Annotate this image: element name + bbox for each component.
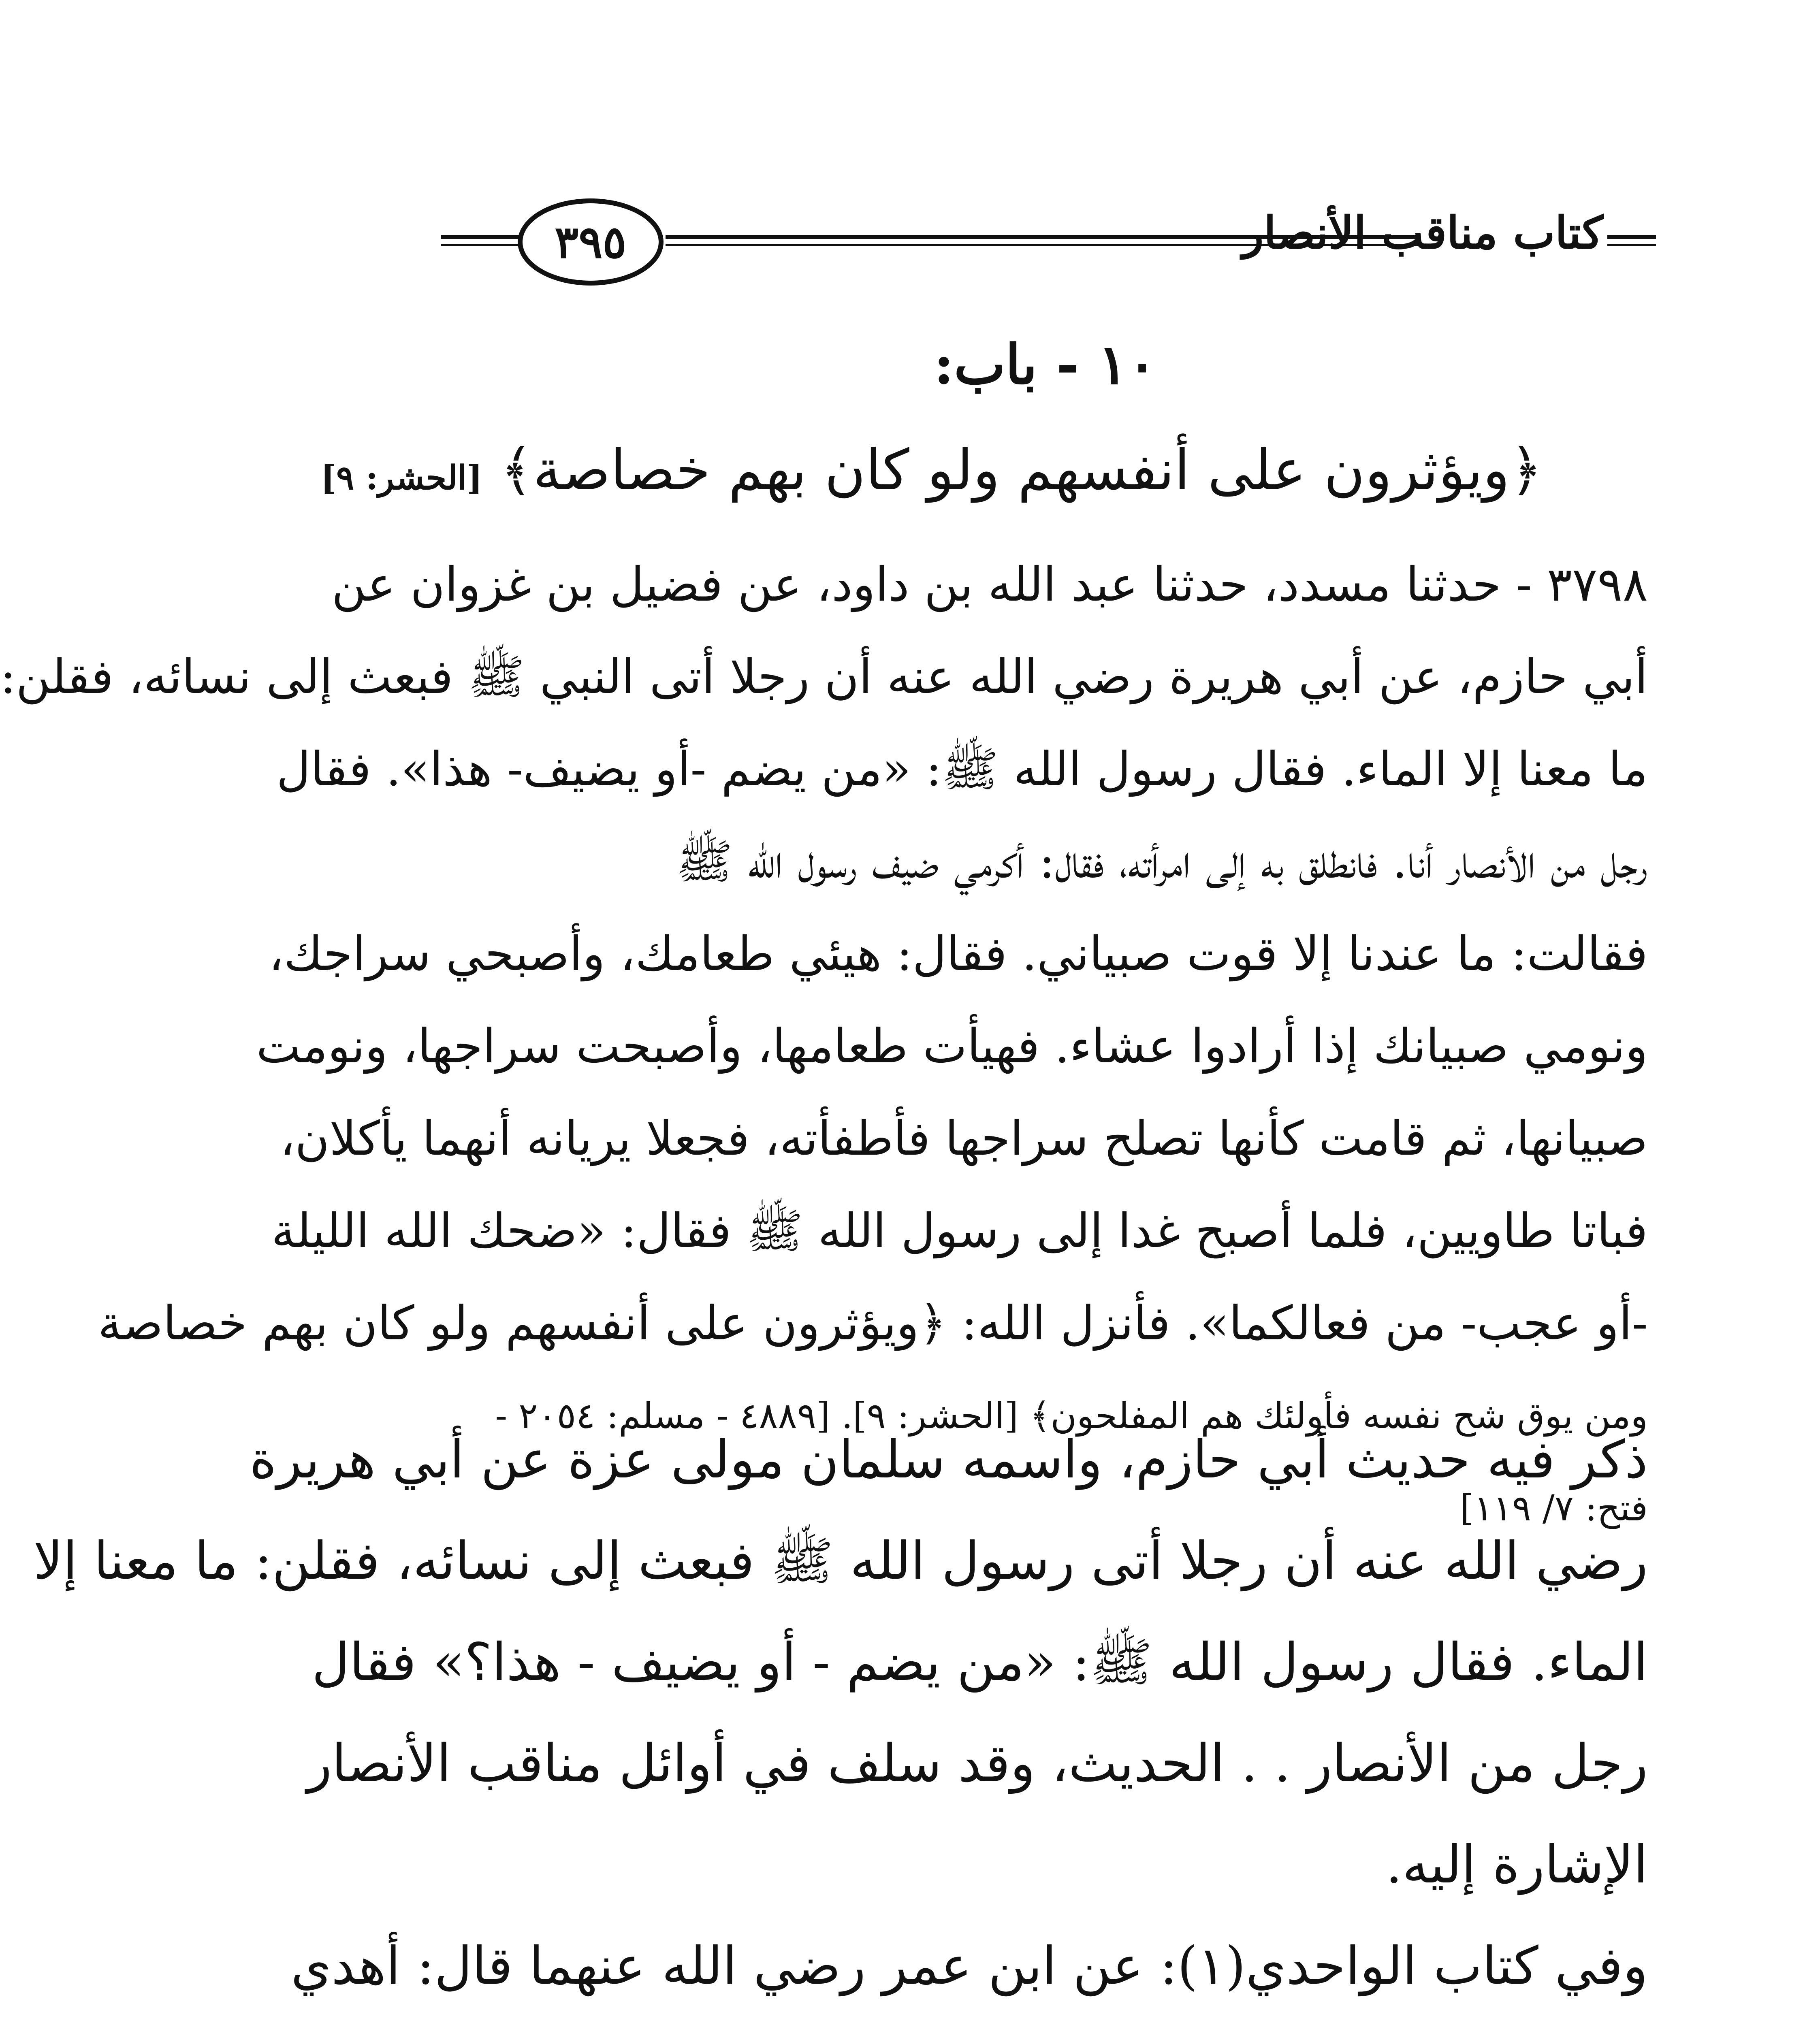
commentary-line: وفي كتاب الواحدي(١): عن ابن عمر رضي الله عنهما قال: أهدي: [290, 1936, 1648, 1996]
verse-text: ﴿ويؤثرون على أنفسهم ولو كان بهم خصاصة﴾: [500, 437, 1543, 503]
hadith-line: ما معنا إلا الماء. فقال رسول الله ﷺ: «من يضم -أو يضيف- هذا». فقال: [276, 742, 1648, 797]
hadith-line: -أو عجب- من فعالكما». فأنزل الله: ﴿ويؤثرون على أنفسهم ولو كان بهم خصاصة: [98, 1296, 1648, 1351]
verse-reference: [الحشر: ٩]: [320, 458, 483, 497]
hadith-reference: فتح: ٧/ ١١٩]: [1459, 1487, 1648, 1529]
hadith-line: أبي حازم، عن أبي هريرة رضي الله عنه أن رجلا أتى النبي ﷺ فبعث إلى نسائه، فقلن:: [0, 650, 1648, 704]
page-number: ٣٩٥: [555, 216, 627, 268]
commentary-line: رضي الله عنه أن رجلا أتى رسول الله ﷺ فبعث إلى نسائه، فقلن: ما معنا إلا: [33, 1531, 1648, 1591]
hadith-line: ٣٧٩٨ - حدثنا مسدد، حدثنا عبد الله بن داود، عن فضيل بن غزوان عن: [331, 557, 1648, 612]
running-title: كتاب مناقب الأنصار: [1242, 207, 1603, 259]
running-header: [441, 190, 1656, 292]
hadith-line: فقالت: ما عندنا إلا قوت صبياني. فقال: هيئي طعامك، وأصبحي سراجك،: [269, 927, 1648, 981]
hadith-line: صبيانها، ثم قامت كأنها تصلح سراجها فأطفأته، فجعلا يريانه أنهما يأكلان،: [280, 1111, 1648, 1166]
page-number-badge: [518, 198, 664, 286]
hadith-line: رجل من الأنصار أنا. فانطلق به إلى امرأته، فقال: أكرمي ضيف رسول الله ﷺ: [676, 834, 1648, 889]
chapter-heading: ١٠ - باب:: [934, 332, 1157, 396]
hadith-line: ونومي صبيانك إذا أرادوا عشاء. فهيأت طعامها، وأصبحت سراجها، ونومت: [256, 1019, 1648, 1074]
commentary-line: رجل من الأنصار . . الحديث، وقد سلف في أوائل مناقب الأنصار: [307, 1733, 1648, 1794]
hadith-line: ومن يوق شح نفسه فأولئك هم المفلحون﴾ [الحشر: ٩]. [٤٨٨٩ - مسلم: ٢٠٥٤ -: [495, 1395, 1648, 1437]
hadith-block: [0, 539, 1648, 1554]
header-rule: [1607, 235, 1656, 246]
commentary-line: الإشارة إليه.: [1386, 1835, 1648, 1895]
commentary-line: ذكر فيه حديث أبي حازم، واسمه سلمان مولى عزة عن أبي هريرة: [250, 1430, 1648, 1490]
quran-verse: [320, 437, 1543, 503]
commentary-block: [33, 1409, 1648, 2017]
hadith-line: فباتا طاويين، فلما أصبح غدا إلى رسول الله ﷺ فقال: «ضحك الله الليلة: [271, 1204, 1648, 1258]
header-rule: [441, 235, 522, 246]
commentary-line: الماء. فقال رسول الله ﷺ: «من يضم - أو يضيف - هذا؟» فقال: [312, 1632, 1648, 1692]
